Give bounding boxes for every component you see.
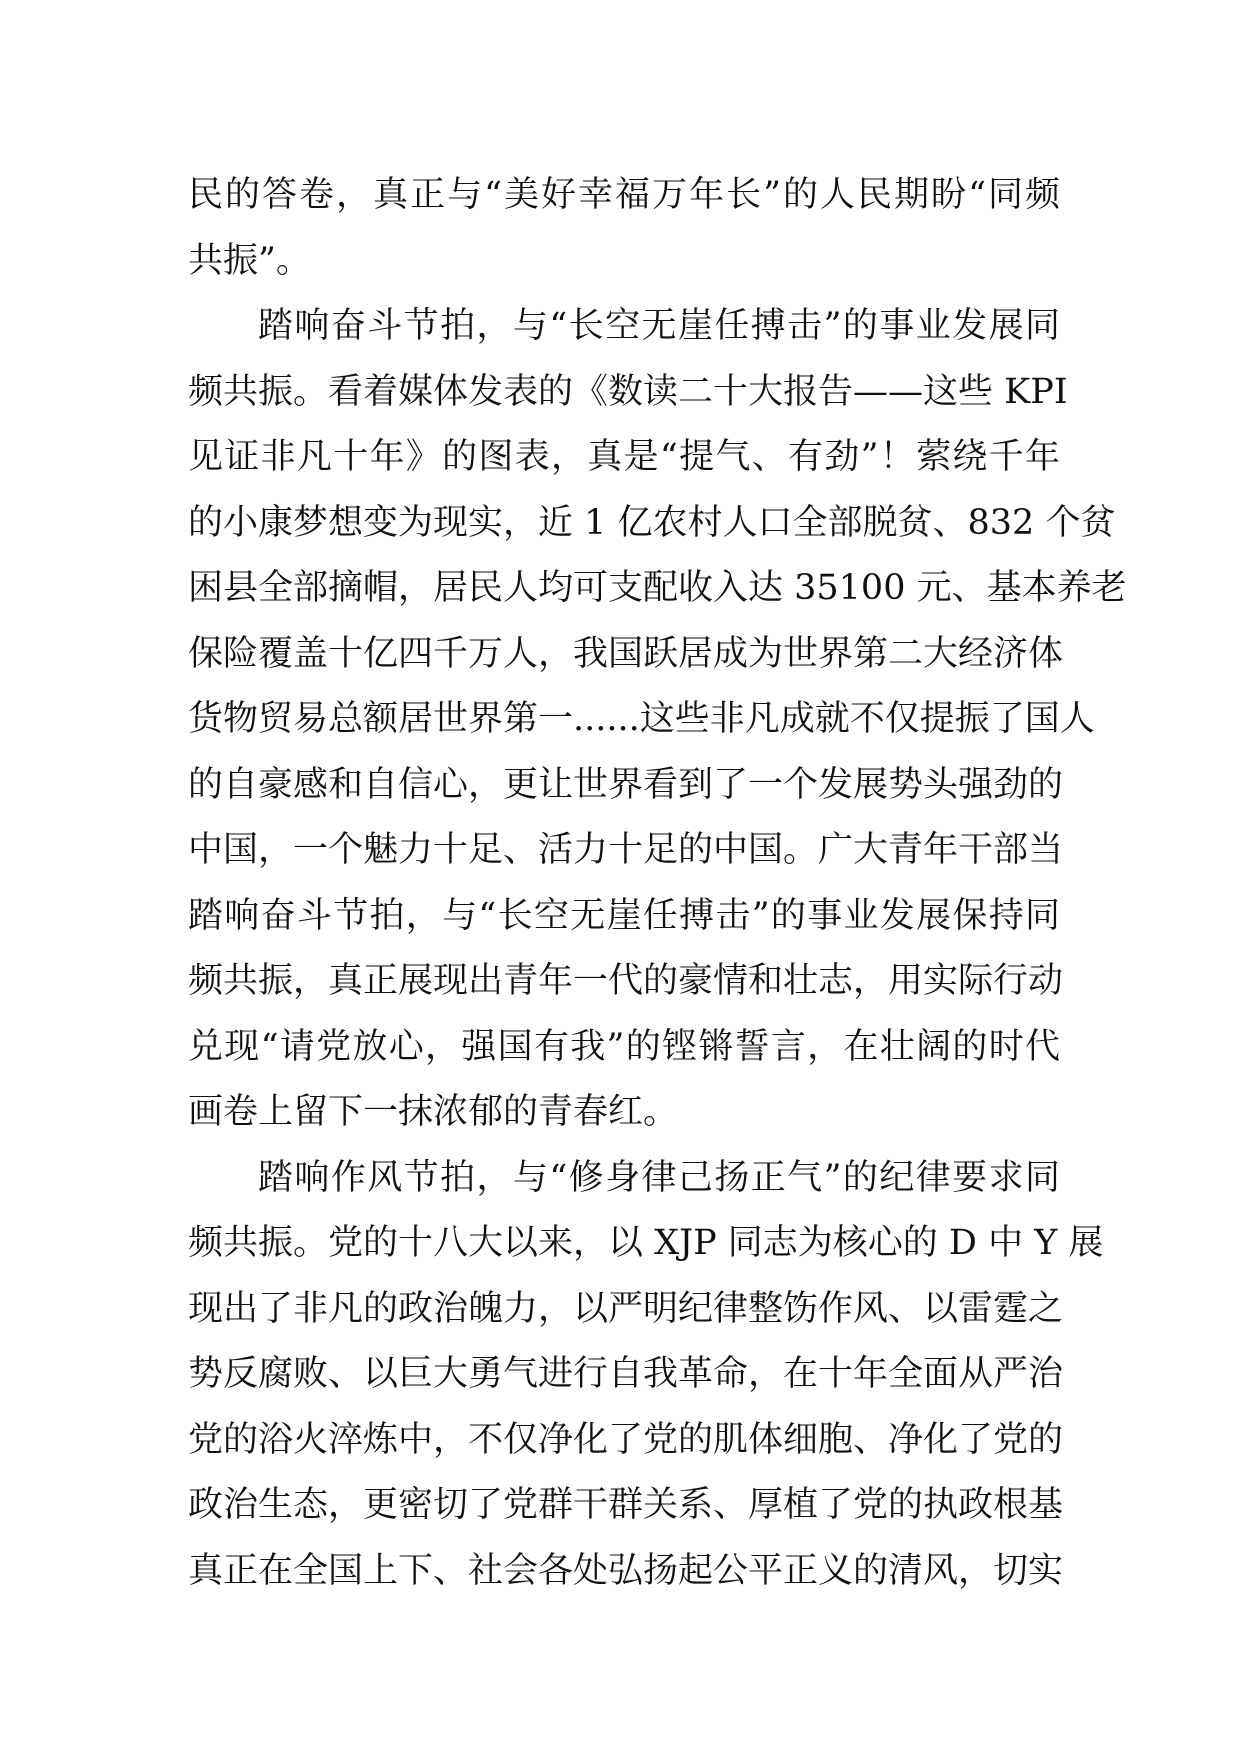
text-line: 共振”。 — [188, 240, 311, 281]
text-line: 困县全部摘帽，居民人均可支配收入达 35100 元、基本养老 — [188, 568, 1127, 608]
text-line: 踏响奋斗节拍，与“长空无崖任搏击”的事业发展保持同 — [188, 895, 1060, 936]
document-page — [188, 163, 1127, 1604]
text-line: 频共振。看着媒体发表的《数读二十大报告——这些 KPI — [188, 371, 1068, 412]
text-line: 政治生态，更密切了党群干群关系、厚植了党的执政根基 — [188, 1485, 1064, 1525]
text-line: 保险覆盖十亿四千万人，我国跃居成为世界第二大经济体 — [188, 633, 1064, 674]
text-line: 现出了非凡的政治魄力，以严明纪律整饬作风、以雷霆之 — [188, 1288, 1064, 1329]
text-line: 兑现“请党放心，强国有我”的铿锵誓言，在壮阔的时代 — [188, 1026, 1060, 1067]
text-line: 货物贸易总额居世界第一......这些非凡成就不仅提振了国人 — [188, 699, 1095, 739]
text-line: 势反腐败、以巨大勇气进行自我革命，在十年全面从严治 — [188, 1354, 1064, 1394]
text-line: 见证非凡十年》的图表，真是“提气、有劲”！萦绕千年 — [188, 437, 1060, 477]
text-line: 真正在全国上下、社会各处弘扬起公平正义的清风，切实 — [188, 1550, 1064, 1591]
text-line: 党的浴火淬炼中，不仅净化了党的肌体细胞、净化了党的 — [188, 1419, 1064, 1460]
text-line: 中国，一个魅力十足、活力十足的中国。广大青年干部当 — [188, 830, 1064, 870]
text-line: 的小康梦想变为现实，近 1 亿农村人口全部脱贫、832 个贫 — [188, 502, 1116, 543]
text-line: 画卷上留下一抹浓郁的青春红。 — [188, 1092, 679, 1132]
text-line: 的自豪感和自信心，更让世界看到了一个发展势头强劲的 — [188, 764, 1064, 805]
paragraph-start-line: 踏响作风节拍，与“修身律己扬正气”的纪律要求同 — [258, 1157, 1060, 1198]
text-line: 民的答卷，真正与“美好幸福万年长”的人民期盼“同频 — [188, 175, 1060, 215]
paragraph-start-line: 踏响奋斗节拍，与“长空无崖任搏击”的事业发展同 — [258, 306, 1060, 346]
text-line: 频共振。党的十八大以来，以 XJP 同志为核心的 D 中 Y 展 — [188, 1223, 1104, 1263]
text-line: 频共振，真正展现出青年一代的豪情和壮志，用实际行动 — [188, 961, 1064, 1001]
